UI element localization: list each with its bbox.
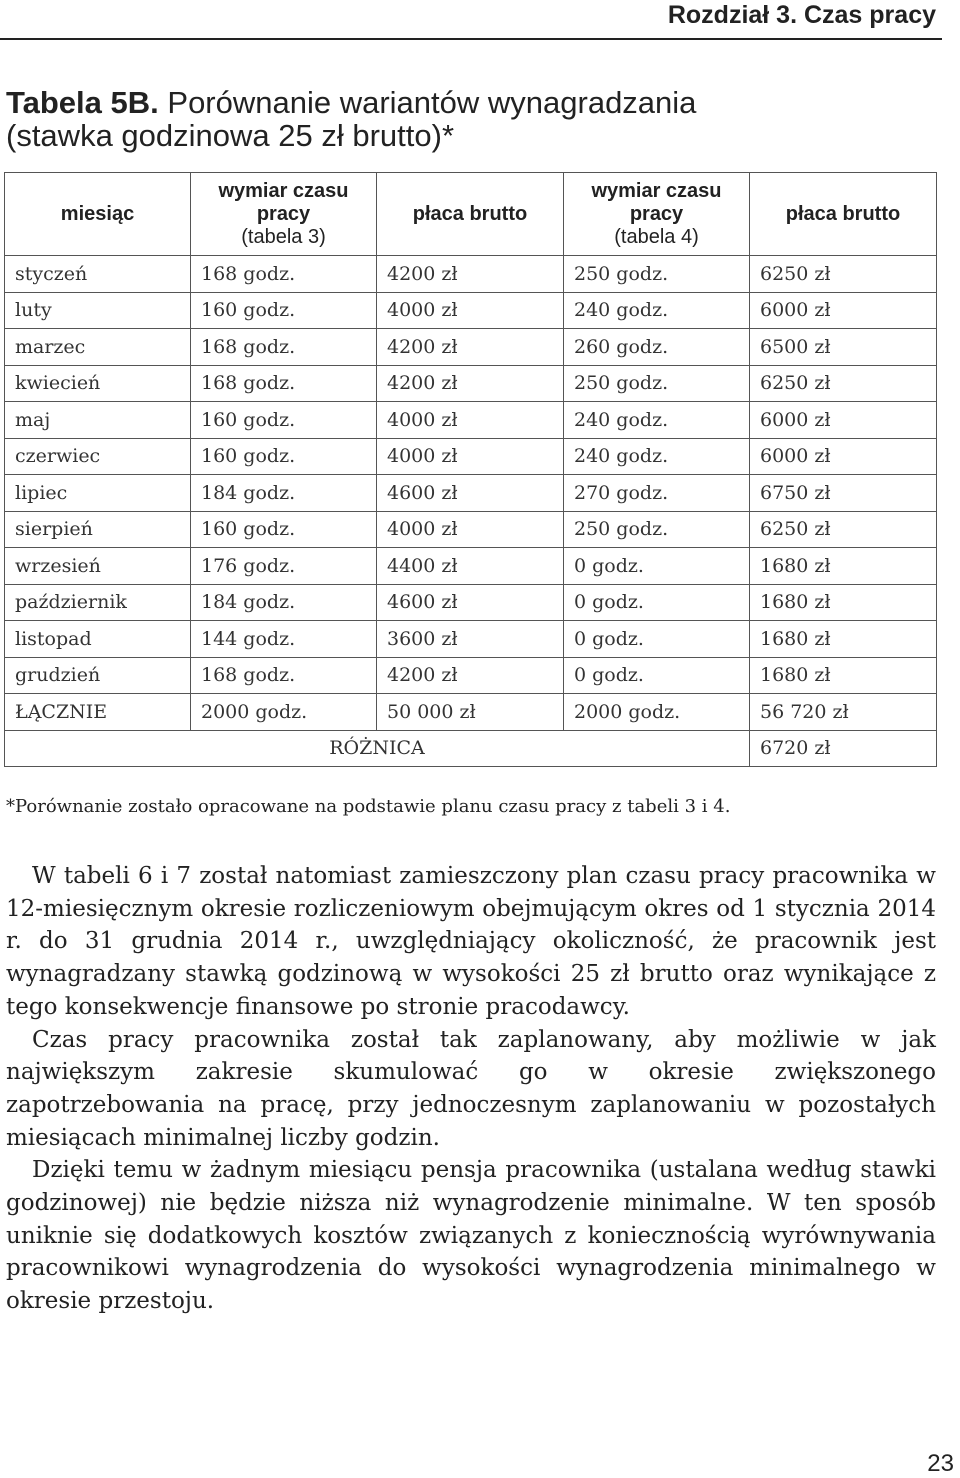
table-cell: 1680 zł — [750, 621, 937, 658]
table-cell: 50 000 zł — [377, 694, 564, 731]
table-cell: ŁĄCZNIE — [5, 694, 191, 731]
table-cell: 0 godz. — [564, 548, 750, 585]
table-cell: 144 godz. — [191, 621, 377, 658]
table-row — [5, 256, 937, 293]
table-cell: luty — [5, 292, 191, 329]
table-cell: 250 godz. — [564, 256, 750, 293]
table-cell: październik — [5, 584, 191, 621]
table-cell: 240 godz. — [564, 402, 750, 439]
table-cell: czerwiec — [5, 438, 191, 475]
table-cell: 6000 zł — [750, 292, 937, 329]
table-row — [5, 584, 937, 621]
table-row — [5, 292, 937, 329]
table-cell: 4200 zł — [377, 329, 564, 366]
table-cell: 240 godz. — [564, 292, 750, 329]
table-title — [6, 86, 926, 152]
table-cell: 4000 zł — [377, 438, 564, 475]
header-pay-t4: płaca brutto — [750, 173, 937, 256]
table-cell: 4200 zł — [377, 365, 564, 402]
table-cell: 4200 zł — [377, 657, 564, 694]
header-pay-t3: płaca brutto — [377, 173, 564, 256]
table-cell: 2000 godz. — [191, 694, 377, 731]
table-cell: maj — [5, 402, 191, 439]
header-month: miesiąc — [5, 173, 191, 256]
table-header-row — [5, 173, 937, 256]
table-row — [5, 511, 937, 548]
table-cell: styczeń — [5, 256, 191, 293]
table-title-prefix: Tabela 5B. — [6, 85, 159, 120]
table-cell: marzec — [5, 329, 191, 366]
table-cell: 168 godz. — [191, 657, 377, 694]
table-row — [5, 365, 937, 402]
table-cell: 4200 zł — [377, 256, 564, 293]
table-cell: 160 godz. — [191, 438, 377, 475]
table-cell: 3600 zł — [377, 621, 564, 658]
table-cell: 0 godz. — [564, 584, 750, 621]
table-cell: sierpień — [5, 511, 191, 548]
table-cell: 240 godz. — [564, 438, 750, 475]
table-cell: 6250 zł — [750, 365, 937, 402]
table-cell: kwiecień — [5, 365, 191, 402]
table-cell: listopad — [5, 621, 191, 658]
body-text — [6, 860, 936, 1318]
table-row — [5, 438, 937, 475]
table-title-line2: (stawka godzinowa 25 zł brutto)* — [6, 118, 455, 153]
table-cell: 250 godz. — [564, 511, 750, 548]
table-row — [5, 329, 937, 366]
chapter-header: Rozdział 3. Czas pracy — [667, 1, 936, 29]
table-cell: 4000 zł — [377, 402, 564, 439]
table-cell: 250 godz. — [564, 365, 750, 402]
table-row — [5, 402, 937, 439]
table-cell: 160 godz. — [191, 402, 377, 439]
table-cell: 6750 zł — [750, 475, 937, 512]
table-cell: 56 720 zł — [750, 694, 937, 731]
header-hours-t3: wymiar czasu pracy (tabela 3) — [191, 173, 377, 256]
table-cell: 1680 zł — [750, 657, 937, 694]
table-cell: 168 godz. — [191, 365, 377, 402]
table-cell: 168 godz. — [191, 329, 377, 366]
paragraph: Czas pracy pracownika został tak zaplanowany, aby możliwie w jak największym zakresie skumulować go w okresie zwiększonego zapotrzebowania na pracę, przy jednoczesnym zaplanowaniu w pozostałych miesiącach minimalnej liczby godzin. — [6, 1026, 936, 1151]
paragraph: W tabeli 6 i 7 został natomiast zamieszczony plan czasu pracy pracownika w 12-miesięcznym okresie rozliczeniowym obejmującym okres od 1 stycznia 2014 r. do 31 grudnia 2014 r., uwzględniający okoliczność, że pracownik jest wynagradzany stawką godzinową w wysokości 25 zł brutto oraz wynikające z tego konsekwencje finansowe po stronie pracodawcy. — [6, 863, 936, 1020]
table-cell: 6250 zł — [750, 256, 937, 293]
table-cell: 160 godz. — [191, 511, 377, 548]
header-rule — [0, 38, 942, 40]
table-cell: 4000 zł — [377, 292, 564, 329]
page-number: 23 — [927, 1450, 954, 1477]
table-cell: 4400 zł — [377, 548, 564, 585]
difference-row — [5, 730, 937, 767]
table-row — [5, 657, 937, 694]
table-row — [5, 621, 937, 658]
table-cell: 160 godz. — [191, 292, 377, 329]
table-cell: wrzesień — [5, 548, 191, 585]
table-cell: 2000 godz. — [564, 694, 750, 731]
table-cell: 4600 zł — [377, 475, 564, 512]
table-row — [5, 475, 937, 512]
table-cell: 6000 zł — [750, 402, 937, 439]
table-cell: 270 godz. — [564, 475, 750, 512]
table-cell: 4000 zł — [377, 511, 564, 548]
comparison-table — [4, 172, 937, 767]
table-cell: 168 godz. — [191, 256, 377, 293]
table-cell: 4600 zł — [377, 584, 564, 621]
table-footnote: *Porównanie zostało opracowane na podstawie planu czasu pracy z tabeli 3 i 4. — [6, 796, 731, 817]
table-cell: lipiec — [5, 475, 191, 512]
table-cell: 260 godz. — [564, 329, 750, 366]
header-hours-t4: wymiar czasu pracy (tabela 4) — [564, 173, 750, 256]
table-cell: 176 godz. — [191, 548, 377, 585]
table-cell: 0 godz. — [564, 621, 750, 658]
table-row — [5, 548, 937, 585]
table-title-line1: Porównanie wariantów wynagradzania — [167, 85, 697, 120]
table-cell: 6250 zł — [750, 511, 937, 548]
table-cell: 184 godz. — [191, 584, 377, 621]
total-row — [5, 694, 937, 731]
table-cell: grudzień — [5, 657, 191, 694]
table-cell: 1680 zł — [750, 584, 937, 621]
table-cell: 6500 zł — [750, 329, 937, 366]
table-cell: 6000 zł — [750, 438, 937, 475]
table-cell: 0 godz. — [564, 657, 750, 694]
difference-label: RÓŻNICA — [5, 730, 750, 767]
table-cell: 184 godz. — [191, 475, 377, 512]
paragraph: Dzięki temu w żadnym miesiącu pensja pracownika (ustalana według stawki godzinowej) nie będzie niższa niż wynagrodzenie minimalne. W ten sposób uniknie się dodatkowych kosztów związanych z koniecznością wyrównywania pracownikowi wynagrodzenia do wysokości wynagrodzenia minimalnego w okresie przestoju. — [6, 1157, 936, 1315]
table-cell: 1680 zł — [750, 548, 937, 585]
difference-value: 6720 zł — [750, 730, 937, 767]
